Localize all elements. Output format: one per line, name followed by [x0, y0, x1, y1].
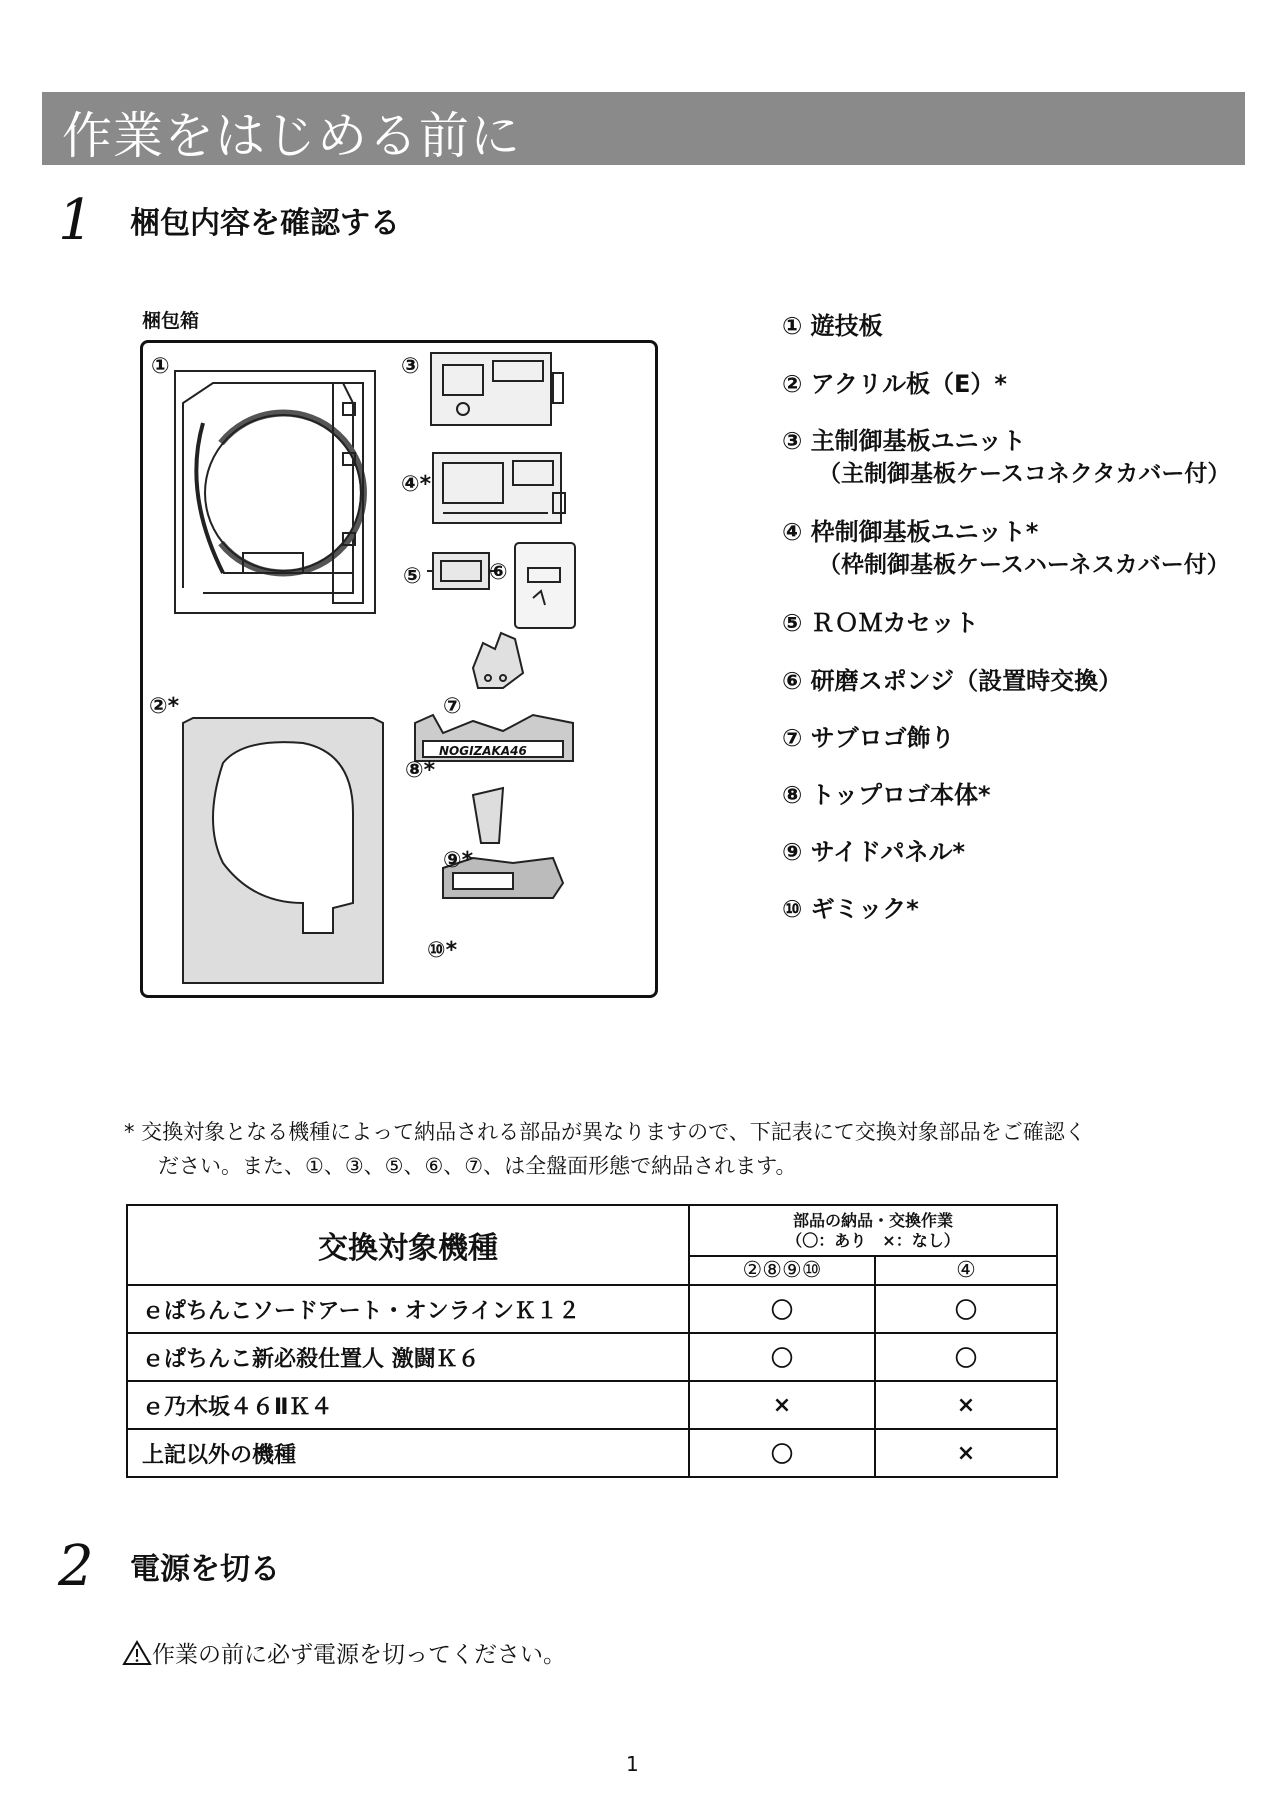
step-2-number: 2 [58, 1534, 94, 1599]
callout-2: ②* [149, 694, 180, 719]
table-row [127, 1429, 1057, 1477]
part-item-3-sub: （主制御基板ケースコネクタカバー付） [818, 461, 1231, 487]
table-header-parts [689, 1205, 1057, 1256]
frame-board-unit-illustration [433, 453, 565, 523]
part-item-8: ⑧ トップロゴ本体* [782, 781, 991, 809]
table-row [127, 1285, 1057, 1333]
table-cell-b: 〇 [875, 1333, 1057, 1381]
callout-10: ⑩* [427, 938, 458, 963]
package-contents-diagram [140, 340, 658, 998]
table-row [127, 1333, 1057, 1381]
step-1-title: 梱包内容を確認する [130, 206, 400, 241]
step-2-title: 電源を切る [130, 1552, 280, 1587]
part-item-10: ⑩ ギミック* [782, 895, 919, 923]
table-header-col2: ④ [875, 1256, 1057, 1285]
table-cell-a: × [689, 1381, 875, 1429]
package-illustration [143, 343, 655, 995]
note-line-1: * 交換対象となる機種によって納品される部品が異なりますので、下記表にて交換対象部品をご確認く [124, 1120, 1086, 1144]
table-cell-model: ｅぱちんこ新必殺仕置人 激闘Ｋ６ [127, 1333, 689, 1381]
callout-9: ⑨* [443, 848, 474, 873]
callout-6: ⑥ [489, 560, 508, 585]
table-header-parts-line1: 部品の納品・交換作業 [792, 1210, 953, 1230]
page-number: 1 [626, 1752, 639, 1776]
callout-5: ⑤ [403, 564, 422, 589]
table-cell-a: 〇 [689, 1429, 875, 1477]
callout-1: ① [151, 354, 170, 379]
part-item-2: ② アクリル板（E）* [782, 370, 1007, 398]
warning-triangle-icon [122, 1640, 152, 1666]
part-item-1: ① 遊技板 [782, 312, 883, 340]
acrylic-plate-illustration [183, 718, 383, 983]
part-item-6: ⑥ 研磨スポンジ（設置時交換） [782, 667, 1123, 695]
table-header-model: 交換対象機種 [127, 1205, 689, 1285]
table-header-col1: ②⑧⑨⑩ [689, 1256, 875, 1285]
game-board-illustration [175, 371, 375, 613]
package-box-label: 梱包箱 [142, 310, 200, 332]
part-item-3: ③ 主制御基板ユニット [782, 427, 1026, 455]
table-row [127, 1381, 1057, 1429]
sub-logo-illustration [473, 633, 523, 688]
replacement-table [126, 1204, 1058, 1478]
part-item-9: ⑨ サイドパネル* [782, 838, 966, 866]
callout-4: ④* [401, 472, 432, 497]
table-cell-model: ｅ乃木坂４６ⅡＫ４ [127, 1381, 689, 1429]
table-cell-a: 〇 [689, 1333, 875, 1381]
rom-cassette-illustration [427, 553, 495, 589]
part-item-4-sub: （枠制御基板ケースハーネスカバー付） [818, 552, 1230, 578]
main-board-unit-illustration [431, 353, 563, 425]
table-cell-b: × [875, 1381, 1057, 1429]
logo-text: NOGIZAKA46 [439, 744, 527, 758]
part-item-7: ⑦ サブロゴ飾り [782, 724, 955, 752]
callout-3: ③ [401, 354, 420, 379]
polishing-sponge-illustration [515, 543, 575, 628]
power-off-warning [122, 1636, 566, 1669]
part-item-4: ④ 枠制御基板ユニット* [782, 518, 1039, 546]
table-cell-a: 〇 [689, 1285, 875, 1333]
note-line-2: ださい。また、①、③、⑤、⑥、⑦、は全盤面形態で納品されます。 [158, 1154, 797, 1178]
page-title-bar [42, 92, 1245, 165]
table-cell-b: 〇 [875, 1285, 1057, 1333]
side-panel-illustration [473, 788, 503, 843]
callout-8: ⑧* [405, 758, 436, 783]
warning-text: 作業の前に必ず電源を切ってください。 [152, 1642, 566, 1668]
table-header-parts-line2: （〇：あり ×：なし） [786, 1230, 960, 1250]
part-item-5: ⑤ ＲＯＭカセット [782, 609, 979, 637]
step-1-number: 1 [58, 188, 94, 253]
page-title: 作業をはじめる前に [62, 107, 521, 165]
table-cell-model: 上記以外の機種 [127, 1429, 689, 1477]
callout-7: ⑦ [443, 694, 462, 719]
table-cell-model: ｅぱちんこソードアート・オンラインＫ１２ [127, 1285, 689, 1333]
table-cell-b: × [875, 1429, 1057, 1477]
